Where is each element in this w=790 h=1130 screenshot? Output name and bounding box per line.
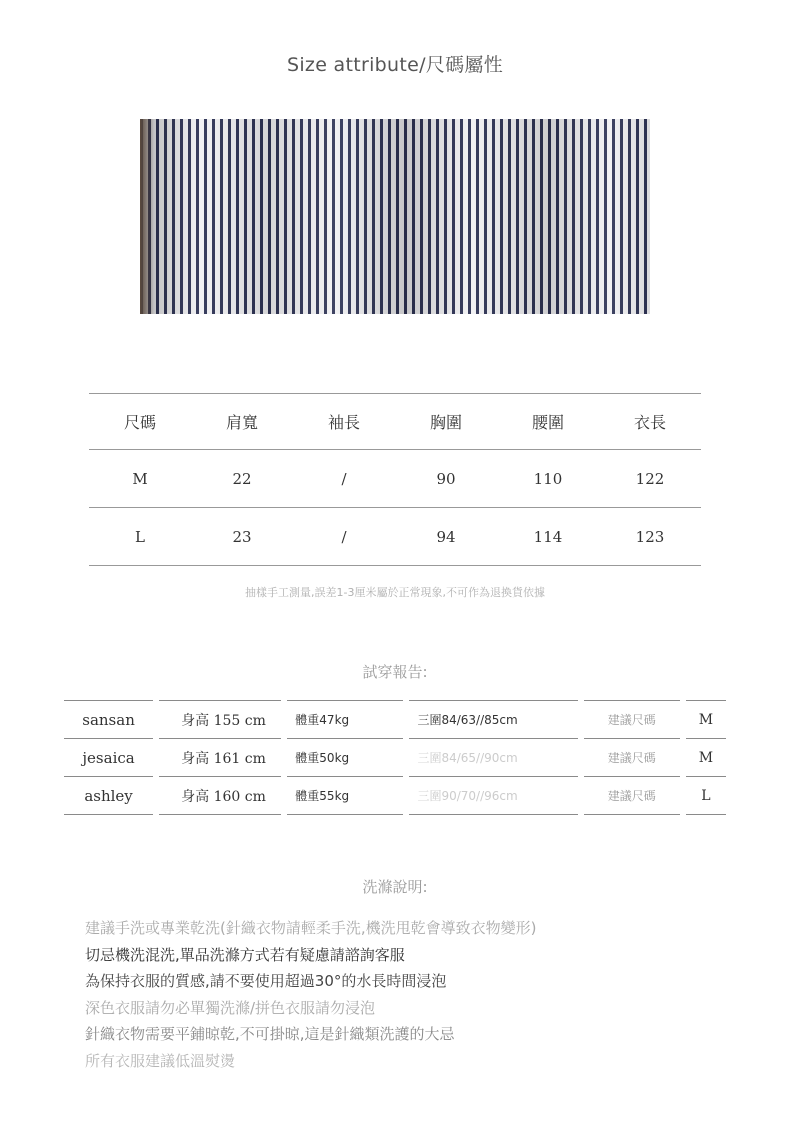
recommended-size-label: 建議尺碼 <box>584 700 680 739</box>
page-title: Size attribute/尺碼屬性 <box>286 54 504 76</box>
model-height: 身高 155 cm <box>159 700 281 739</box>
cell-shoulder: 23 <box>191 508 293 566</box>
wash-line: 為保持衣服的質感,請不要使用超過30°的水長時間浸泡 <box>85 972 447 990</box>
header-size: 尺碼 <box>89 394 191 450</box>
model-name: jesaica <box>64 739 153 777</box>
model-name: ashley <box>64 777 153 815</box>
cell-bust: 94 <box>395 508 497 566</box>
recommended-size: M <box>686 739 726 777</box>
model-weight: 體重55kg <box>287 777 403 815</box>
recommended-size: L <box>686 777 726 815</box>
recommended-size-label: 建議尺碼 <box>584 739 680 777</box>
wash-title: 洗滌說明: <box>362 878 428 896</box>
wash-line: 所有衣服建議低溫熨燙 <box>85 1051 236 1070</box>
model-name: sansan <box>64 700 153 739</box>
cell-shoulder: 22 <box>191 450 293 508</box>
header-length: 衣長 <box>599 394 701 450</box>
wash-line: 針織衣物需要平鋪晾乾,不可掛晾,這是針織類洗護的大忌 <box>85 1025 455 1043</box>
model-weight: 體重47kg <box>287 700 403 739</box>
try-on-title: 試穿報告: <box>362 663 428 681</box>
cell-length: 123 <box>599 508 701 566</box>
header-shoulder: 肩寬 <box>191 394 293 450</box>
size-table-header <box>89 394 701 450</box>
model-weight: 體重50kg <box>287 739 403 777</box>
table-row <box>64 777 726 815</box>
cell-size: L <box>89 508 191 566</box>
model-measurements: 三圍84/65//90cm <box>409 739 577 777</box>
wash-line: 建議手洗或專業乾洗(針織衣物請輕柔手洗,機洗甩乾會導致衣物變形) <box>85 919 537 937</box>
fabric-swatch-image <box>140 119 650 314</box>
cell-waist: 114 <box>497 508 599 566</box>
cell-length: 122 <box>599 450 701 508</box>
size-table <box>89 393 701 566</box>
model-measurements: 三圍90/70//96cm <box>409 777 577 815</box>
recommended-size-label: 建議尺碼 <box>584 777 680 815</box>
table-row <box>64 700 726 739</box>
cell-sleeve: / <box>293 450 395 508</box>
model-measurements: 三圍84/63//85cm <box>409 700 577 739</box>
try-on-table <box>64 700 726 815</box>
table-row <box>89 508 701 566</box>
wash-line: 深色衣服請勿必單獨洗滌/拼色衣服請勿浸泡 <box>85 998 376 1017</box>
cell-sleeve: / <box>293 508 395 566</box>
cell-waist: 110 <box>497 450 599 508</box>
cell-size: M <box>89 450 191 508</box>
measurement-note: 抽樣手工測量,誤差1-3厘米屬於正常現象,不可作為退換貨依據 <box>245 586 545 599</box>
model-height: 身高 161 cm <box>159 739 281 777</box>
header-bust: 胸圍 <box>395 394 497 450</box>
table-row <box>64 739 726 777</box>
recommended-size: M <box>686 700 726 739</box>
table-row <box>89 450 701 508</box>
wash-line: 切忌機洗混洗,單品洗滌方式若有疑慮請諮詢客服 <box>85 945 405 964</box>
wash-instructions <box>85 915 725 1074</box>
cell-bust: 90 <box>395 450 497 508</box>
header-waist: 腰圍 <box>497 394 599 450</box>
model-height: 身高 160 cm <box>159 777 281 815</box>
header-sleeve: 袖長 <box>293 394 395 450</box>
